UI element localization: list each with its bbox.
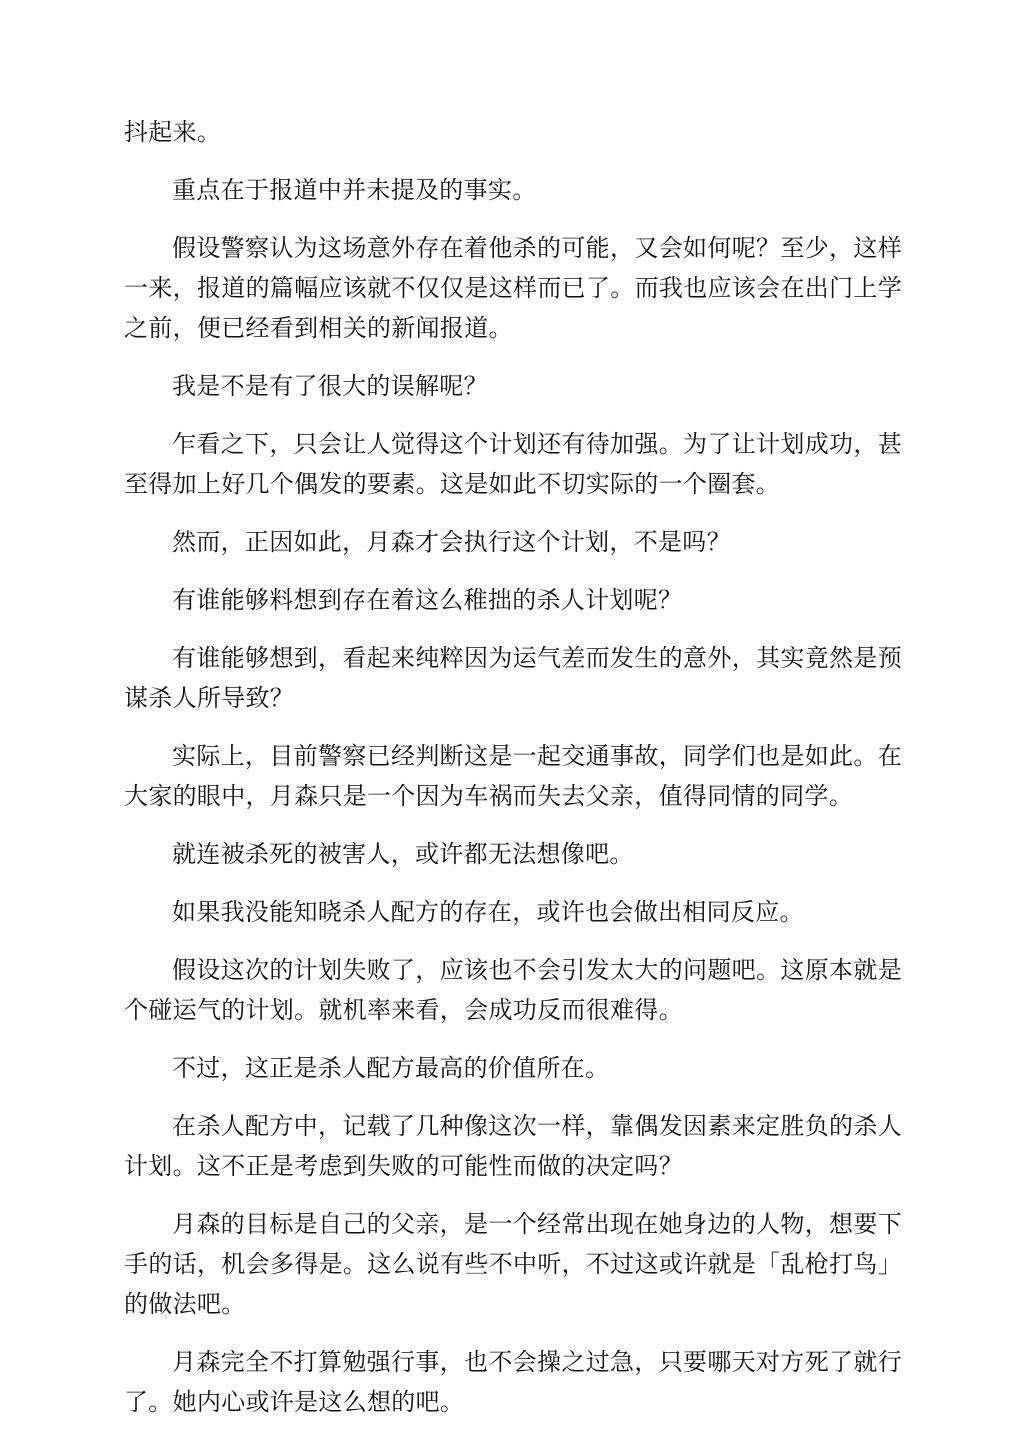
paragraph: 就连被杀死的被害人，或许都无法想像吧。 [172,840,634,868]
paragraph: 然而，正因如此，月森才会执行这个计划，不是吗？ [172,528,731,556]
paragraph: 重点在于报道中并未提及的事实。 [172,176,537,204]
paragraph: 月森的目标是自己的父亲，是一个经常出现在她身边的人物，想要下手的话，机会多得是。这么说有些不中听，不过这或许就是「乱枪打鸟」的做法吧。 [124,1210,902,1318]
paragraph: 实际上，目前警察已经判断这是一起交通事故，同学们也是如此。在大家的眼中，月森只是一个因为车祸而失去父亲，值得同情的同学。 [124,742,902,810]
paragraph: 有谁能够想到，看起来纯粹因为运气差而发生的意外，其实竟然是预谋杀人所导致？ [124,644,902,712]
paragraph: 不过，这正是杀人配方最高的价值所在。 [172,1054,610,1082]
document-page [124,112,902,1440]
paragraph: 乍看之下，只会让人觉得这个计划还有待加强。为了让计划成功，甚至得加上好几个偶发的要素。这是如此不切实际的一个圈套。 [124,430,902,498]
paragraph: 抖起来。 [124,118,222,146]
paragraph: 如果我没能知晓杀人配方的存在，或许也会做出相同反应。 [172,898,804,926]
paragraph: 月森完全不打算勉强行事，也不会操之过急，只要哪天对方死了就行了。她内心或许是这么想的吧。 [124,1348,902,1416]
paragraph: 有谁能够料想到存在着这么稚拙的杀人计划呢？ [172,586,683,614]
paragraph: 在杀人配方中，记载了几种像这次一样，靠偶发因素来定胜负的杀人计划。这不正是考虑到失败的可能性而做的决定吗？ [124,1112,902,1180]
paragraph: 假设这次的计划失败了，应该也不会引发太大的问题吧。这原本就是个碰运气的计划。就机率来看，会成功反而很难得。 [124,956,902,1024]
paragraph: 假设警察认为这场意外存在着他杀的可能，又会如何呢？至少，这样一来，报道的篇幅应该就不仅仅是这样而已了。而我也应该会在出门上学之前，便已经看到相关的新闻报道。 [124,234,902,342]
paragraph: 我是不是有了很大的误解呢？ [172,372,488,400]
